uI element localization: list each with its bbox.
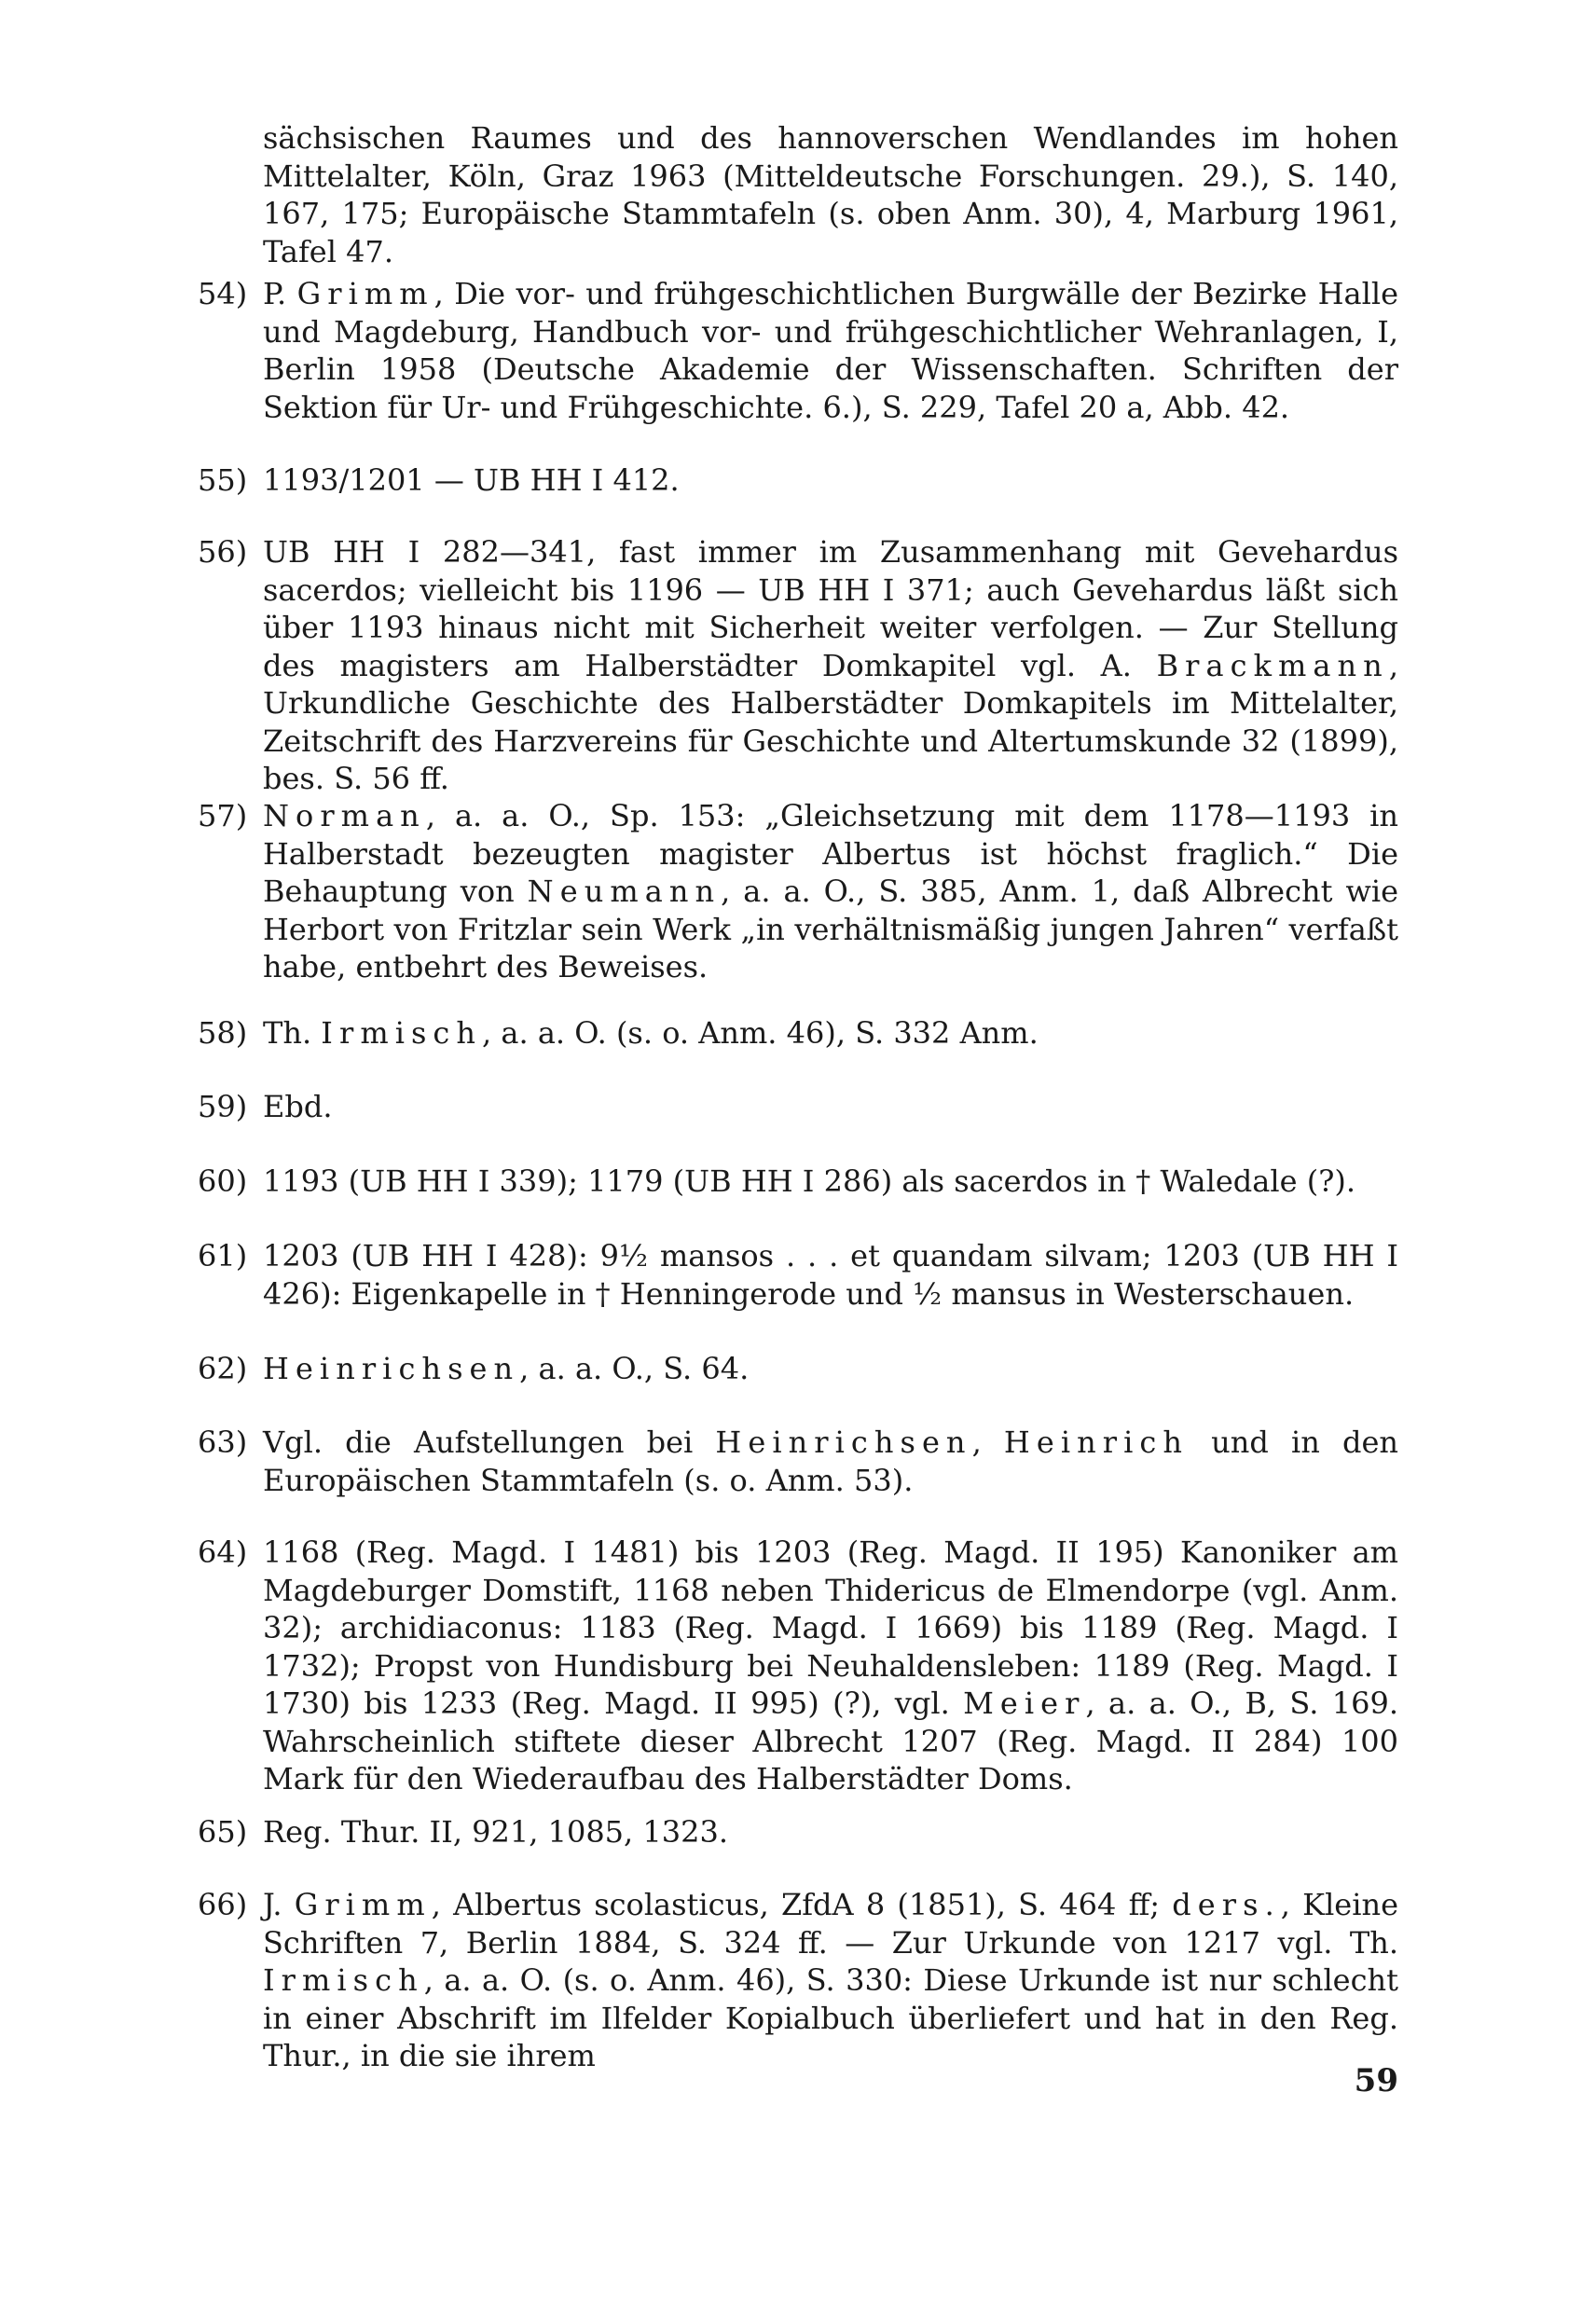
- page-number: 59: [1354, 2062, 1398, 2099]
- footnote: [198, 1424, 1398, 1499]
- author-name: Norman: [263, 798, 426, 833]
- footnote: [198, 1813, 1398, 1851]
- footnote-number: 64): [198, 1534, 248, 1570]
- footnote-number: 54): [198, 276, 248, 311]
- text-run: 1203 (UB HH I 428): 9½ mansos . . . et quandam silvam; 1203 (UB HH I 426): Eigenkapelle in † Henningerode und ½ mansus in Westerschauen.: [263, 1238, 1398, 1312]
- author-name: Heinrichsen: [263, 1351, 520, 1386]
- text-run: J.: [263, 1887, 295, 1922]
- author-name: Irmisch: [321, 1015, 483, 1051]
- footnote-number: 57): [198, 798, 248, 833]
- author-name: Meier: [963, 1686, 1086, 1721]
- author-name: Grimm: [294, 1887, 432, 1922]
- footnote: [198, 1534, 1398, 1798]
- footnote-text: [263, 1424, 1398, 1499]
- footnote-number: 65): [198, 1814, 248, 1850]
- footnote-text: [263, 1237, 1398, 1313]
- footnote-text: [263, 119, 1398, 270]
- text-run: Th.: [263, 1015, 322, 1051]
- text-run: , Die vor- und frühgeschichtlichen Burgwälle der Bezirke Halle und Magdeburg, Handbuch vor- und frühgeschichtlicher Wehranlagen, I, Berlin 1958 (Deutsche Akademie der Wissenschaften. Schriften der Sektion für Ur- und Frühgeschichte. 6.), S. 229, Tafel 20 a, Abb. 42.: [263, 276, 1399, 425]
- text-run: , a. a. O., S. 385, Anm. 1, daß Albrecht wie Herbort von Fritzlar sein Werk „in verhältnismäßig jungen Jahren“ verfaßt habe, entbehrt des Beweises.: [263, 874, 1399, 984]
- text-run: UB HH I 282—341, fast immer im Zusammenhang mit Gevehardus sacerdos; vielleicht bis 1196 — UB HH I 371; auch Gevehardus läßt sich über 1193 hinaus nicht mit Sicherheit weiter verfolgen. — Zur Stellung des magisters am Halberstädter Domkapitel vgl. A.: [263, 534, 1398, 683]
- footnote-text: [263, 1088, 1398, 1126]
- footnote-text: [263, 1350, 1398, 1388]
- footnote-text: [263, 461, 1398, 500]
- footnote-number: 60): [198, 1163, 248, 1199]
- text-run: und in den Europäischen Stammtafeln (s. o. Anm. 53).: [263, 1424, 1399, 1498]
- text-run: , a. a. O. (s. o. Anm. 46), S. 330: Diese Urkunde ist nur schlecht in einer Abschrift im Ilfelder Kopialbuch überliefert und hat in den Reg. Thur., in die sie ihrem: [263, 1962, 1398, 2073]
- footnote-number: 58): [198, 1015, 248, 1051]
- text-run: ,: [971, 1424, 1004, 1460]
- text-run: , a. a. O., Sp. 153: „Gleichsetzung mit dem 1178—1193 in Halberstadt bezeugten magister Albertus ist höchst fraglich.“ Die Behauptung von: [263, 798, 1398, 909]
- footnote-number: 56): [198, 534, 248, 570]
- footnote: [198, 1237, 1398, 1313]
- text-run: , a. a. O., B, S. 169. Wahrscheinlich stiftete dieser Albrecht 1207 (Reg. Magd. II 284) 100 Mark für den Wiederaufbau des Halberstädter Doms.: [263, 1686, 1399, 1796]
- footnote-text: [263, 1163, 1398, 1201]
- footnote-text: [263, 533, 1398, 798]
- footnote: [198, 1350, 1398, 1388]
- footnote-number: 55): [198, 462, 248, 498]
- footnote-continuation: [198, 119, 1398, 270]
- footnote-text: [263, 1014, 1398, 1053]
- text-run: Reg. Thur. II, 921, 1085, 1323.: [263, 1814, 728, 1850]
- footnote: [198, 797, 1398, 986]
- text-run: , Urkundliche Geschichte des Halberstädter Domkapitels im Mittelalter, Zeitschrift des Harzvereins für Geschichte und Altertumskunde 32 (1899), bes. S. 56 ff.: [263, 647, 1398, 796]
- text-run: 1193/1201 — UB HH I 412.: [263, 462, 680, 498]
- footnote: [198, 275, 1398, 426]
- text-run: 1193 (UB HH I 339); 1179 (UB HH I 286) als sacerdos in † Waledale (?).: [263, 1163, 1355, 1199]
- footnote-text: [263, 1813, 1398, 1851]
- author-name: Grimm: [296, 276, 434, 311]
- author-name: Neumann: [527, 874, 722, 909]
- author-name: Brackmann: [1156, 647, 1389, 683]
- footnote: [198, 1886, 1398, 2075]
- footnote-number: 59): [198, 1089, 248, 1124]
- footnote-text: [263, 1886, 1398, 2075]
- footnote: [198, 533, 1398, 798]
- text-run: , Kleine Schriften 7, Berlin 1884, S. 324 ff. — Zur Urkunde von 1217 vgl. Th.: [263, 1887, 1399, 1961]
- footnote-number: 61): [198, 1238, 248, 1273]
- author-name: ders.: [1172, 1887, 1281, 1922]
- footnote: [198, 1014, 1398, 1053]
- author-name: Heinrich: [1003, 1424, 1189, 1460]
- footnote: [198, 1163, 1398, 1201]
- text-run: P.: [263, 276, 297, 311]
- author-name: Irmisch: [263, 1962, 424, 1998]
- footnote: [198, 461, 1398, 500]
- footnote-text: [263, 797, 1398, 986]
- text-run: Ebd.: [263, 1089, 333, 1124]
- footnote-number: 62): [198, 1351, 248, 1386]
- footnote-text: [263, 1534, 1398, 1798]
- footnote-number: 63): [198, 1424, 248, 1460]
- footnote: [198, 1088, 1398, 1126]
- text-run: sächsischen Raumes und des hannoverschen Wendlandes im hohen Mittelalter, Köln, Graz 1963 (Mitteldeutsche Forschungen. 29.), S. 140, 167, 175; Europäische Stammtafeln (s. oben Anm. 30), 4, Marburg 1961, Tafel 47.: [263, 120, 1398, 269]
- text-run: , a. a. O., S. 64.: [519, 1351, 750, 1386]
- text-run: , Albertus scolasticus, ZfdA 8 (1851), S. 464 ff;: [431, 1887, 1173, 1922]
- footnote-number: 66): [198, 1887, 248, 1922]
- text-run: , a. a. O. (s. o. Anm. 46), S. 332 Anm.: [482, 1015, 1039, 1051]
- footnote-text: [263, 275, 1398, 426]
- author-name: Heinrichsen: [715, 1424, 972, 1460]
- text-run: Vgl. die Aufstellungen bei: [263, 1424, 716, 1460]
- text-run: 1168 (Reg. Magd. I 1481) bis 1203 (Reg. Magd. II 195) Kanoniker am Magdeburger Domstift, 1168 neben Thidericus de Elmendorpe (vgl. Anm. 32); archidiaconus: 1183 (Reg. Magd. I 1669) bis 1189 (Reg. Magd. I 1732); Propst von Hundisburg bei Neuhaldensleben: 1189 (Reg. Magd. I 1730) bis 1233 (Reg. Magd. II 995) (?), vgl.: [263, 1534, 1398, 1721]
